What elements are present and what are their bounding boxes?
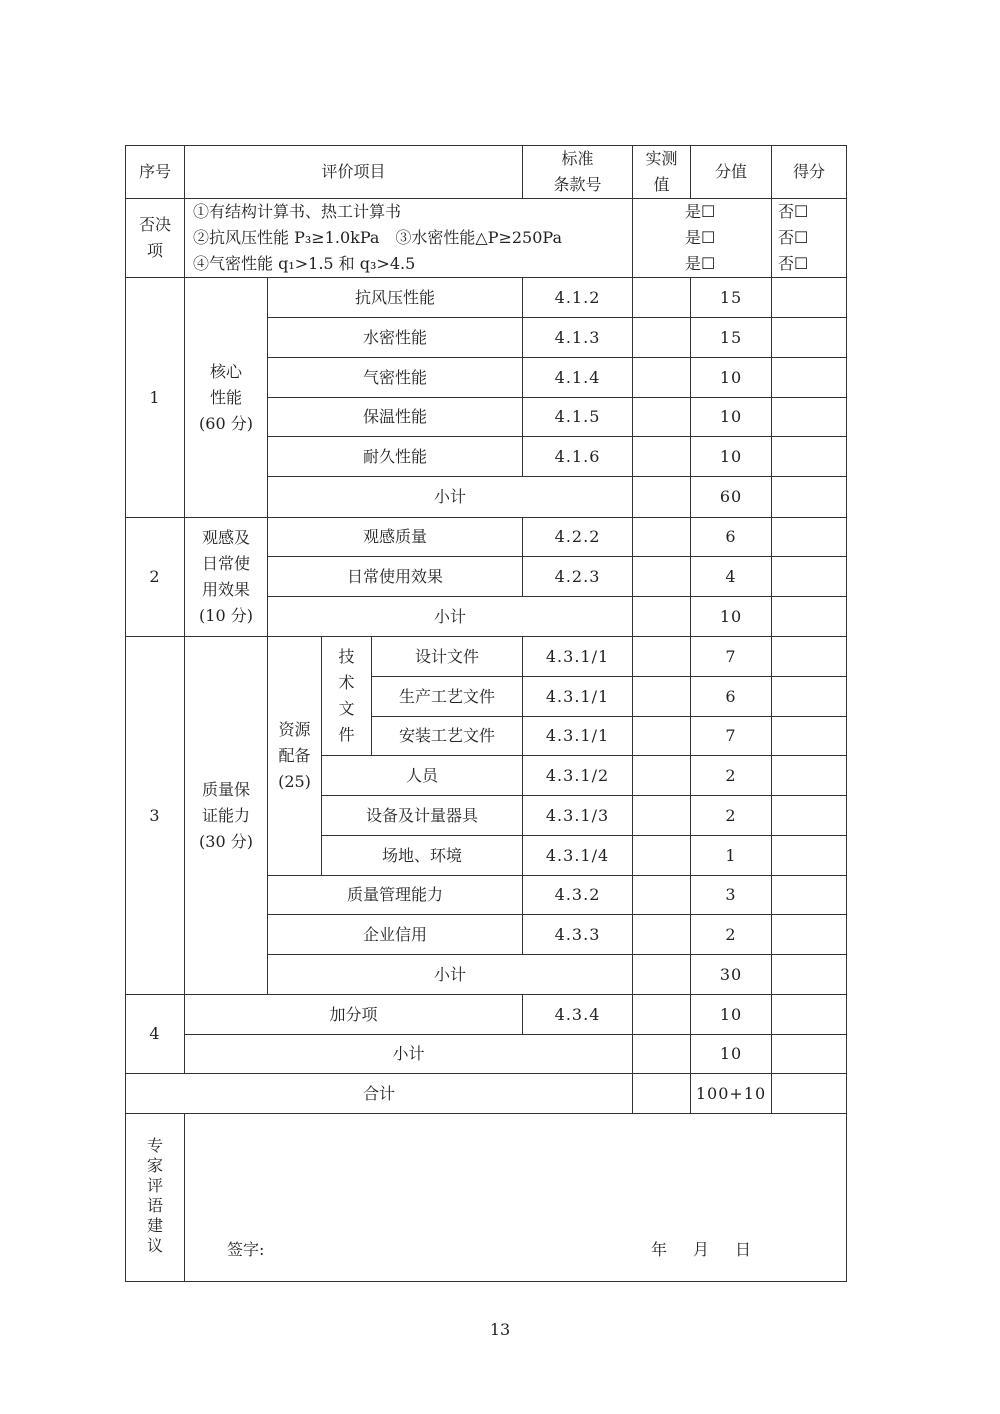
subtotal-label: 小计: [268, 477, 633, 518]
comments-row: [126, 1114, 847, 1282]
subtotal-label: 小计: [268, 597, 633, 637]
month-label: 月: [693, 1240, 710, 1259]
score-cell[interactable]: [772, 637, 847, 677]
clause-number: 4.3.3: [523, 915, 633, 955]
subtotal-points: 10: [691, 597, 772, 637]
veto-yes-checkbox[interactable]: 是☐: [685, 228, 716, 247]
clause-number: 4.1.6: [523, 437, 633, 477]
clause-number: 4.2.3: [523, 557, 633, 597]
points-value: 3: [691, 876, 772, 915]
item-name: 抗风压性能: [268, 278, 523, 318]
section4-seq: 4: [126, 995, 185, 1074]
clause-number: 4.3.1/4: [523, 836, 633, 876]
veto-line-1: ①有结构计算书、热工计算书: [193, 202, 402, 221]
measured-cell[interactable]: [633, 637, 691, 677]
section1-seq: 1: [126, 278, 185, 518]
measured-cell[interactable]: [633, 756, 691, 796]
subtotal-points: 30: [691, 955, 772, 995]
section2-seq: 2: [126, 518, 185, 637]
score-cell[interactable]: [772, 1035, 847, 1074]
score-cell[interactable]: [772, 437, 847, 477]
points-value: 2: [691, 796, 772, 836]
measured-cell[interactable]: [633, 398, 691, 437]
points-value: 6: [691, 518, 772, 557]
item-name: 设备及计量器具: [322, 796, 523, 836]
total-points: 100+10: [691, 1074, 772, 1114]
clause-number: 4.1.5: [523, 398, 633, 437]
clause-number: 4.3.1/1: [523, 637, 633, 677]
measured-cell[interactable]: [633, 955, 691, 995]
measured-cell[interactable]: [633, 278, 691, 318]
score-cell[interactable]: [772, 876, 847, 915]
section3-category: 质量保 证能力 (30 分): [185, 637, 268, 995]
section2-category: 观感及 日常使 用效果 (10 分): [185, 518, 268, 637]
score-cell[interactable]: [772, 358, 847, 398]
clause-number: 4.3.1/1: [523, 717, 633, 756]
veto-no-checkbox[interactable]: 否☐: [778, 254, 809, 273]
subtotal-label: 小计: [185, 1035, 633, 1074]
veto-no-checkbox[interactable]: 否☐: [778, 202, 809, 221]
veto-conditions: [185, 199, 633, 278]
clause-number: 4.3.4: [523, 995, 633, 1035]
comments-area[interactable]: [185, 1114, 847, 1282]
veto-yes-checkbox[interactable]: 是☐: [685, 202, 716, 221]
item-name: 企业信用: [268, 915, 523, 955]
score-cell[interactable]: [772, 557, 847, 597]
table-row: [126, 637, 847, 677]
points-value: 10: [691, 358, 772, 398]
subtotal-row: [126, 1035, 847, 1074]
measured-cell[interactable]: [633, 915, 691, 955]
measured-cell[interactable]: [633, 518, 691, 557]
score-cell[interactable]: [772, 398, 847, 437]
item-name: 人员: [322, 756, 523, 796]
item-name: 保温性能: [268, 398, 523, 437]
table-row: [126, 995, 847, 1035]
measured-cell[interactable]: [633, 836, 691, 876]
points-value: 10: [691, 398, 772, 437]
header-points: 分值: [691, 146, 772, 199]
measured-cell[interactable]: [633, 557, 691, 597]
score-cell[interactable]: [772, 597, 847, 637]
measured-cell[interactable]: [633, 796, 691, 836]
points-value: 4: [691, 557, 772, 597]
evaluation-sheet: [125, 145, 847, 1282]
comments-label: 专家评语建议: [126, 1114, 185, 1282]
points-value: 2: [691, 756, 772, 796]
evaluation-table: [125, 145, 847, 1282]
veto-row: [126, 199, 847, 278]
score-cell[interactable]: [772, 995, 847, 1035]
clause-number: 4.1.2: [523, 278, 633, 318]
header-item: 评价项目: [185, 146, 523, 199]
measured-cell[interactable]: [633, 597, 691, 637]
subtotal-points: 60: [691, 477, 772, 518]
points-value: 7: [691, 717, 772, 756]
section1-category: 核心 性能 (60 分): [185, 278, 268, 518]
measured-cell[interactable]: [633, 477, 691, 518]
year-label: 年: [651, 1240, 668, 1259]
score-cell[interactable]: [772, 677, 847, 717]
header-row: [126, 146, 847, 199]
clause-number: 4.3.1/2: [523, 756, 633, 796]
clause-number: 4.3.1/3: [523, 796, 633, 836]
signature-label: 签字:: [227, 1240, 265, 1259]
clause-number: 4.1.4: [523, 358, 633, 398]
subtotal-points: 10: [691, 1035, 772, 1074]
item-name: 质量管理能力: [268, 876, 523, 915]
score-cell[interactable]: [772, 915, 847, 955]
veto-line-2: ②抗风压性能 P₃≥1.0kPa ③水密性能△P≥250Pa: [193, 228, 563, 247]
measured-cell[interactable]: [633, 717, 691, 756]
item-name: 安装工艺文件: [372, 717, 523, 756]
resource-category: 资源 配备 (25): [268, 637, 322, 876]
page-number: 13: [489, 1320, 511, 1339]
measured-cell[interactable]: [633, 677, 691, 717]
measured-cell[interactable]: [633, 1035, 691, 1074]
points-value: 6: [691, 677, 772, 717]
score-cell[interactable]: [772, 796, 847, 836]
points-value: 10: [691, 437, 772, 477]
item-name: 加分项: [185, 995, 523, 1035]
clause-number: 4.2.2: [523, 518, 633, 557]
table-row: [126, 518, 847, 557]
veto-no-checkbox[interactable]: 否☐: [778, 228, 809, 247]
item-name: 设计文件: [372, 637, 523, 677]
item-name: 观感质量: [268, 518, 523, 557]
measured-cell[interactable]: [633, 995, 691, 1035]
item-name: 场地、环境: [322, 836, 523, 876]
points-value: 7: [691, 637, 772, 677]
measured-cell[interactable]: [633, 358, 691, 398]
header-std: 标准 条款号: [523, 146, 633, 199]
veto-line-3: ④气密性能 q₁>1.5 和 q₃>4.5: [193, 254, 416, 273]
veto-yes-options: [633, 199, 772, 278]
item-name: 日常使用效果: [268, 557, 523, 597]
date-fields: [651, 1237, 777, 1263]
veto-no-options: [772, 199, 847, 278]
total-row: [126, 1074, 847, 1114]
score-cell[interactable]: [772, 1074, 847, 1114]
table-row: [126, 278, 847, 318]
veto-label: 否决 项: [126, 199, 185, 278]
points-value: 15: [691, 318, 772, 358]
header-score: 得分: [772, 146, 847, 199]
measured-cell[interactable]: [633, 876, 691, 915]
measured-cell[interactable]: [633, 1074, 691, 1114]
clause-number: 4.1.3: [523, 318, 633, 358]
item-name: 生产工艺文件: [372, 677, 523, 717]
points-value: 1: [691, 836, 772, 876]
total-label: 合计: [126, 1074, 633, 1114]
item-name: 气密性能: [268, 358, 523, 398]
points-value: 10: [691, 995, 772, 1035]
subtotal-label: 小计: [268, 955, 633, 995]
score-cell[interactable]: [772, 477, 847, 518]
score-cell[interactable]: [772, 518, 847, 557]
score-cell[interactable]: [772, 717, 847, 756]
measured-cell[interactable]: [633, 437, 691, 477]
score-cell[interactable]: [772, 955, 847, 995]
points-value: 2: [691, 915, 772, 955]
measured-cell[interactable]: [633, 318, 691, 358]
points-value: 15: [691, 278, 772, 318]
day-label: 日: [735, 1240, 752, 1259]
item-name: 耐久性能: [268, 437, 523, 477]
score-cell[interactable]: [772, 318, 847, 358]
section3-seq: 3: [126, 637, 185, 995]
item-name: 水密性能: [268, 318, 523, 358]
score-cell[interactable]: [772, 278, 847, 318]
header-measured: 实测 值: [633, 146, 691, 199]
score-cell[interactable]: [772, 756, 847, 796]
clause-number: 4.3.2: [523, 876, 633, 915]
veto-yes-checkbox[interactable]: 是☐: [685, 254, 716, 273]
header-seq: 序号: [126, 146, 185, 199]
clause-number: 4.3.1/1: [523, 677, 633, 717]
tech-docs-label: 技术文件: [322, 637, 372, 756]
score-cell[interactable]: [772, 836, 847, 876]
